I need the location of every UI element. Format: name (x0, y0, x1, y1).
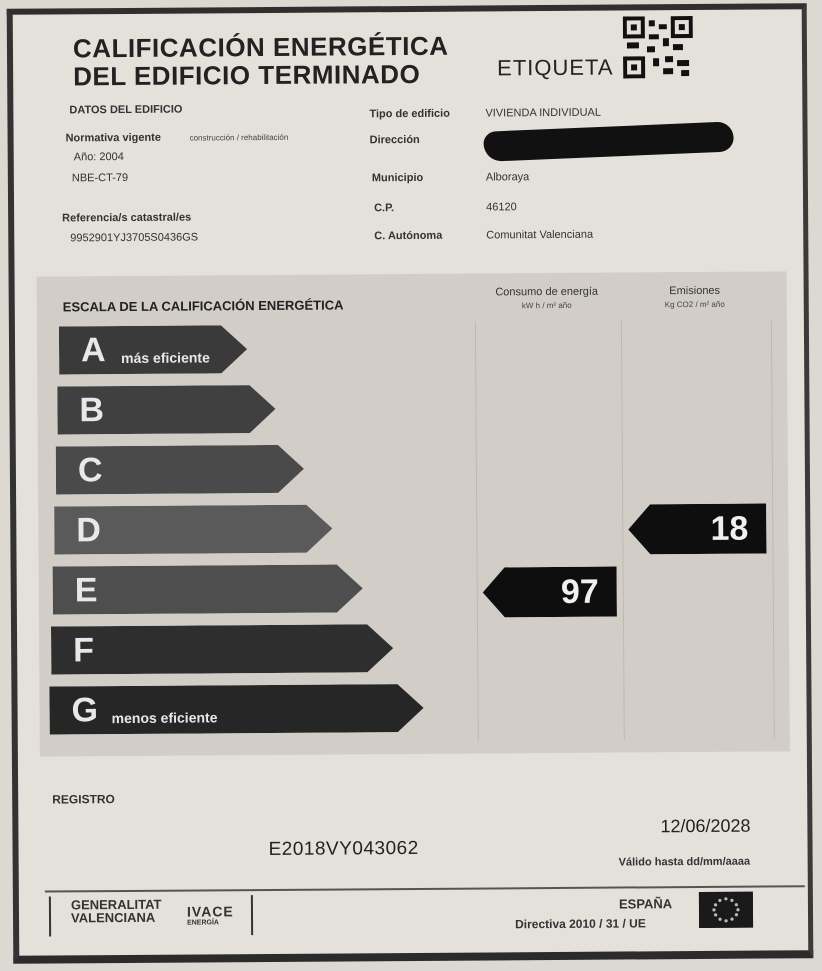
ivace-logo (187, 903, 234, 926)
referencia-value: 9952901YJ3705S0436GS (70, 231, 199, 245)
qr-code-icon (623, 16, 693, 78)
emisiones-header-line2: Kg CO2 / m² año (664, 299, 725, 310)
consumo-value: 97 (560, 572, 599, 611)
generalitat-logo (71, 898, 162, 925)
registro-number: E2018VY043062 (268, 837, 419, 860)
rating-letter: F (73, 631, 95, 670)
cp-value: 46120 (486, 201, 517, 214)
tipo-value: VIVIENDA INDIVIDUAL (485, 106, 602, 120)
municipio-value: Alboraya (485, 171, 530, 184)
consumo-indicator (483, 567, 617, 618)
consumo-header-line1: Consumo de energía (495, 285, 599, 299)
year-value: Año: 2004 (73, 150, 124, 164)
footer-divider (45, 885, 805, 892)
rating-letter: A (80, 331, 106, 370)
ca-label: C. Autónoma (374, 229, 443, 243)
country-label: ESPAÑA (618, 896, 673, 912)
normativa-note: construcción / rehabilitación (189, 132, 289, 143)
generalitat-line1: GENERALITAT (70, 896, 162, 913)
rating-bar-caption: más eficiente (121, 349, 210, 367)
eu-flag-icon (699, 892, 753, 928)
directive-label: Directiva 2010 / 31 / UE (515, 916, 646, 932)
rating-bar-caption: menos eficiente (111, 709, 218, 727)
footer-separator (251, 895, 253, 935)
building-data-heading: DATOS DEL EDIFICIO (69, 103, 183, 117)
emisiones-header-line1: Emisiones (669, 284, 721, 298)
consumo-header (477, 285, 617, 314)
title-line-2: DEL EDIFICIO TERMINADO (73, 58, 421, 92)
rating-bar-d (54, 505, 332, 555)
ivace-sub: ENERGÍA (187, 919, 219, 927)
emisiones-header (625, 284, 765, 313)
rating-bar-f (51, 624, 393, 674)
cp-label: C.P. (374, 202, 395, 215)
scale-title: ESCALA DE LA CALIFICACIÓN ENERGÉTICA (62, 297, 344, 315)
title-line-1: CALIFICACIÓN ENERGÉTICA (72, 30, 449, 64)
tipo-label: Tipo de edificio (369, 107, 450, 121)
footer-separator (49, 897, 51, 937)
valid-until-date: 12/06/2028 (660, 815, 751, 837)
energy-label-sheet (7, 3, 814, 964)
rating-letter: G (71, 691, 99, 730)
rating-letter: B (79, 391, 105, 430)
rating-letter: E (74, 571, 98, 610)
rating-bar-b (57, 385, 275, 435)
normativa-label: Normativa vigente (65, 131, 161, 145)
etiqueta-label: ETIQUETA (497, 54, 614, 81)
emisiones-value: 18 (710, 509, 749, 548)
ivace-name: IVACE (186, 903, 234, 920)
generalitat-line2: VALENCIANA (70, 909, 156, 926)
document-title (73, 32, 449, 91)
redacted-address (483, 121, 734, 161)
registro-label: REGISTRO (52, 792, 115, 807)
rating-bar-c (56, 445, 304, 495)
ca-value: Comunitat Valenciana (486, 228, 594, 242)
municipio-label: Municipio (371, 171, 424, 185)
referencia-label: Referencia/s catastral/es (62, 211, 192, 225)
rating-letter: C (77, 451, 103, 490)
rating-bar-g (49, 684, 423, 735)
rating-bar-e (53, 564, 363, 614)
emisiones-indicator (628, 504, 766, 555)
direccion-label: Dirección (369, 133, 420, 147)
rating-letter: D (76, 511, 102, 550)
valid-until-label: Válido hasta dd/mm/aaaa (618, 855, 751, 869)
consumo-header-line2: kW h / m² año (521, 300, 572, 311)
rating-bar-a (59, 325, 247, 374)
norma-value: NBE-CT-79 (71, 171, 129, 185)
